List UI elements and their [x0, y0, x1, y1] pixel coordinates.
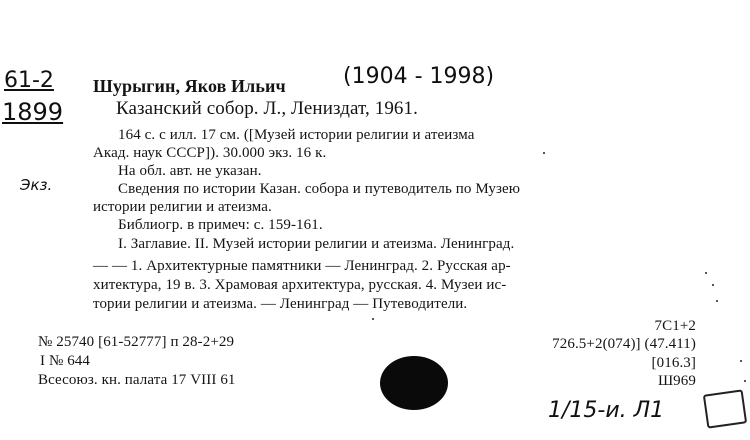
- class-code-2: 726.5+2(074)] (47.411): [552, 336, 696, 352]
- tracing-line-3: хитектура, 19 в. 3. Храмовая архитектура, русская. 4. Музеи ис-: [93, 277, 507, 293]
- registry-sub-number: I № 644: [40, 353, 91, 369]
- speck: [712, 284, 714, 286]
- ink-blot: [380, 356, 448, 410]
- author-heading: Шурыгин, Яков Ильич: [93, 76, 286, 96]
- chamber-imprint: Всесоюз. кн. палата 17 VIII 61: [38, 372, 236, 388]
- pub-line-1: 164 с. с илл. 17 см. ([Музей истории религии и атеизма: [118, 127, 475, 143]
- note-contents-2: истории религии и атеизма.: [93, 199, 272, 215]
- speck: [372, 318, 374, 320]
- speck: [543, 152, 545, 154]
- handwritten-shelf-mark-top: 61-2: [4, 68, 54, 93]
- tracing-line-4: тории религии и атеизма. — Ленинград — Путеводители.: [93, 296, 468, 312]
- note-bibliography: Библиогр. в примеч: с. 159-161.: [118, 217, 323, 233]
- speck: [744, 380, 746, 382]
- class-code-3: [016.3]: [651, 355, 696, 371]
- tracing-line-2: — — 1. Архитектурные памятники — Ленинград. 2. Русская ар-: [93, 258, 511, 274]
- note-cover-author: На обл. авт. не указан.: [118, 163, 262, 179]
- speck: [705, 272, 707, 274]
- registry-number-line: № 25740 [61-52777] п 28-2+29: [38, 334, 235, 350]
- tracing-line-1: I. Заглавие. II. Музей истории религии и атеизма. Ленинград.: [118, 236, 515, 252]
- handwritten-shelf-mark-bottom: 1899: [2, 98, 64, 126]
- class-code-4: Ш969: [657, 373, 696, 389]
- speck: [716, 300, 718, 302]
- handwritten-margin-note: Экз.: [20, 176, 53, 194]
- note-contents-1: Сведения по истории Казан. собора и путеводитель по Музею: [118, 181, 521, 197]
- class-code-1: 7С1+2: [654, 318, 696, 334]
- handwritten-bottom-note: 1/15-и. Л1: [548, 398, 665, 423]
- handwritten-life-dates: (1904 - 1998): [343, 64, 495, 89]
- stamp-mark: [703, 389, 747, 428]
- speck: [740, 360, 742, 362]
- pub-line-2: Акад. наук СССР]). 30.000 экз. 16 к.: [93, 145, 327, 161]
- title-line: Казанский собор. Л., Лениздат, 1961.: [116, 98, 418, 119]
